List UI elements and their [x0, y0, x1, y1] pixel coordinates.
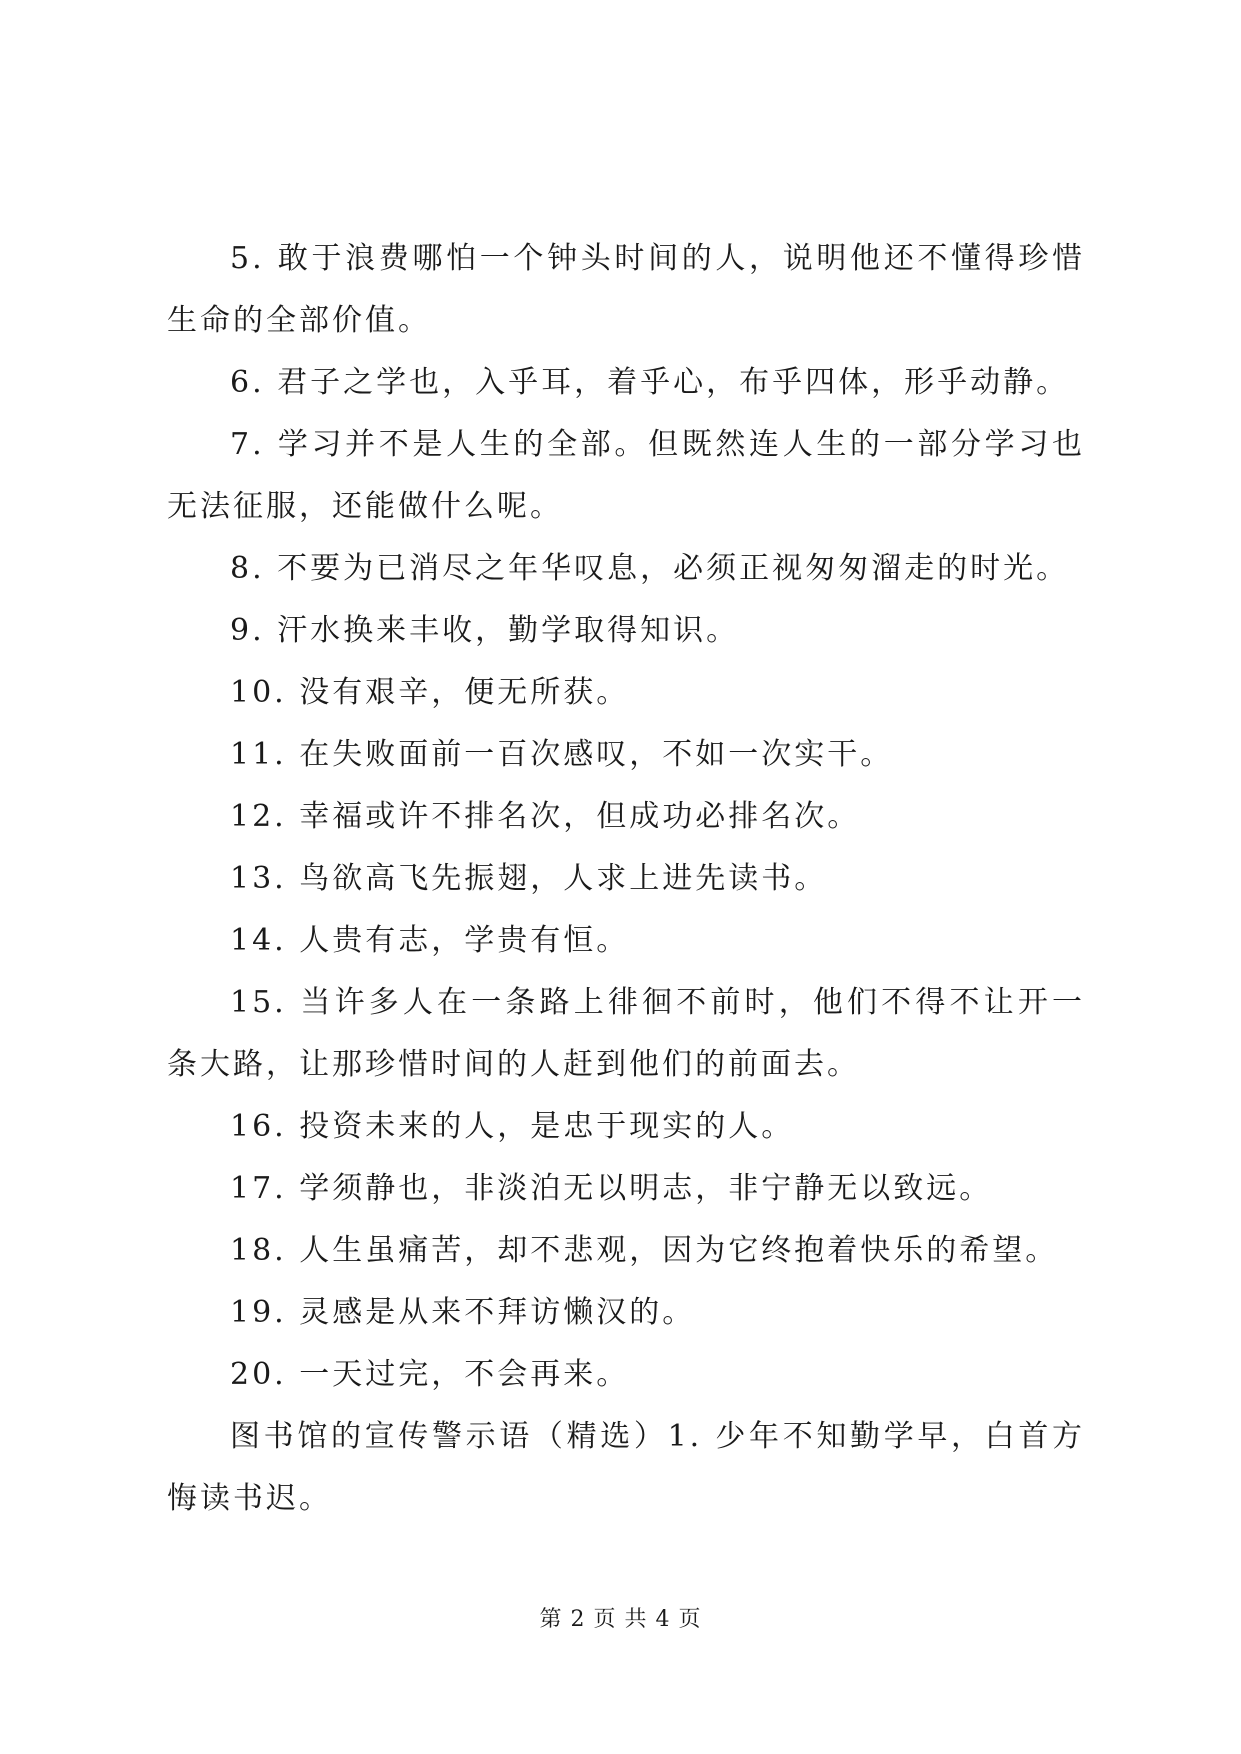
paragraph-5: 5. 敢于浪费哪怕一个钟头时间的人，说明他还不懂得珍惜生命的全部价值。: [167, 241, 1085, 338]
paragraph-20: 20. 一天过完，不会再来。: [230, 1357, 630, 1392]
paragraph-10: 10. 没有艰辛，便无所获。: [230, 675, 630, 710]
paragraph-9: 9. 汗水换来丰收，勤学取得知识。: [230, 613, 740, 648]
document-body: [167, 228, 1085, 1530]
paragraph-19: 19. 灵感是从来不拜访懒汉的。: [230, 1295, 696, 1330]
paragraph-library-slogans: 图书馆的宣传警示语（精选）1. 少年不知勤学早，白首方悔读书迟。: [167, 1419, 1085, 1516]
paragraph-14: 14. 人贵有志，学贵有恒。: [230, 923, 630, 958]
paragraph-16: 16. 投资未来的人，是忠于现实的人。: [230, 1109, 795, 1144]
paragraph-11: 11. 在失败面前一百次感叹，不如一次实干。: [230, 737, 894, 772]
paragraph-18: 18. 人生虽痛苦，却不悲观，因为它终抱着快乐的希望。: [230, 1233, 1059, 1268]
page-footer: 第 2 页 共 4 页: [539, 1607, 702, 1632]
paragraph-13: 13. 鸟欲高飞先振翅，人求上进先读书。: [230, 861, 828, 896]
paragraph-6: 6. 君子之学也，入乎耳，着乎心，布乎四体，形乎动静。: [230, 365, 1070, 400]
paragraph-17: 17. 学须静也，非淡泊无以明志，非宁静无以致远。: [230, 1171, 993, 1206]
paragraph-7: 7. 学习并不是人生的全部。但既然连人生的一部分学习也无法征服，还能做什么呢。: [167, 427, 1085, 524]
paragraph-8: 8. 不要为已消尽之年华叹息，必须正视匆匆溜走的时光。: [230, 551, 1070, 586]
paragraph-12: 12. 幸福或许不排名次，但成功必排名次。: [230, 799, 861, 834]
paragraph-15: 15. 当许多人在一条路上徘徊不前时，他们不得不让开一条大路，让那珍惜时间的人赶到他们的前面去。: [167, 985, 1085, 1082]
